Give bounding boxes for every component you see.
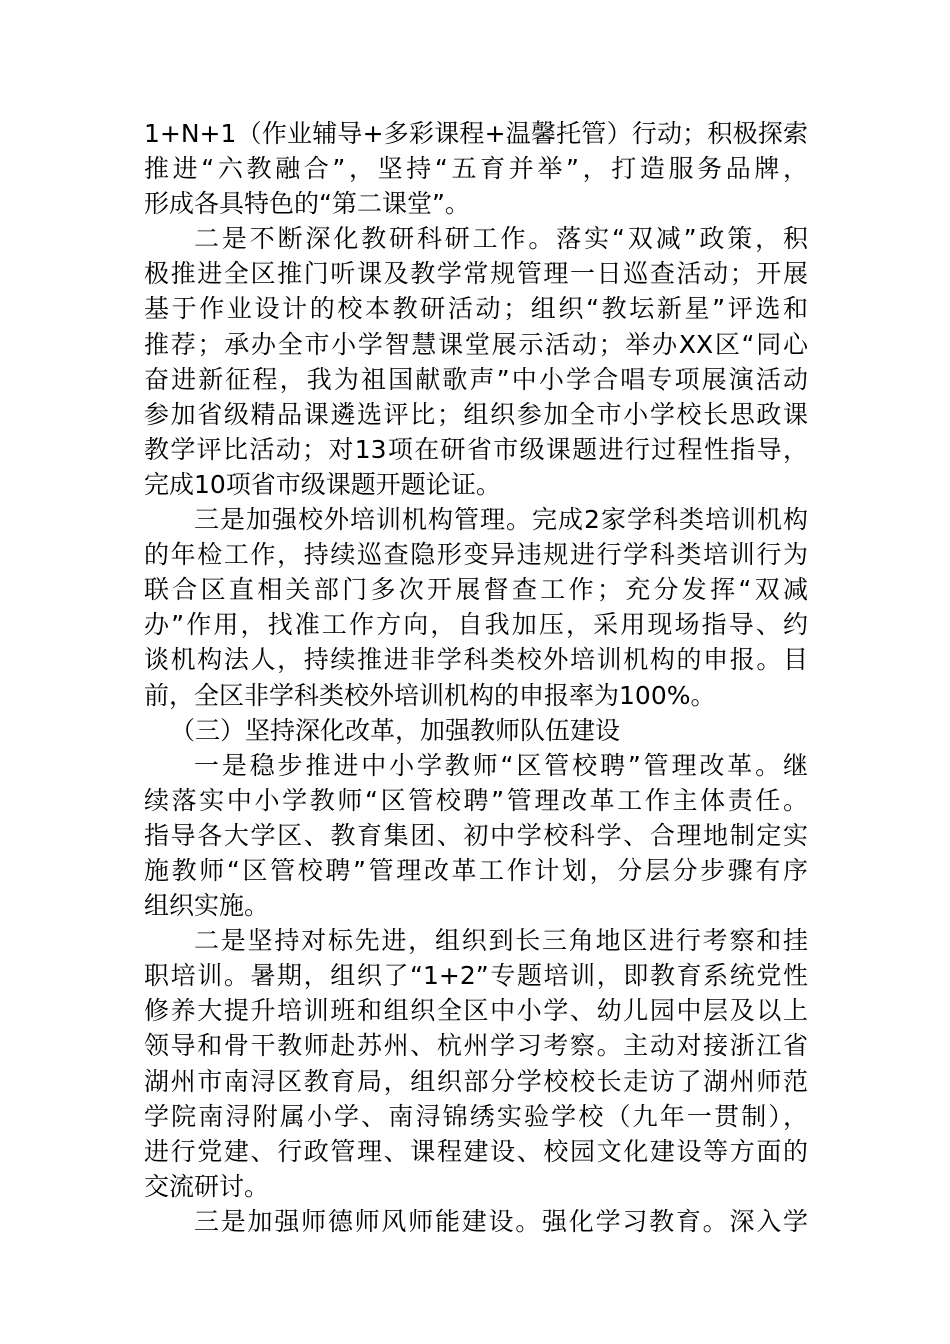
text-line: 进行党建、行政管理、课程建设、校园文化建设等方面的 — [144, 1136, 808, 1166]
text-line: 领导和骨干教师赴苏州、杭州学习考察。主动对接浙江省 — [144, 1031, 808, 1061]
text-line: 联合区直相关部门多次开展督查工作；充分发挥“双减 — [144, 575, 808, 605]
paragraph-start-line: 二是坚持对标先进，组织到长三角地区进行考察和挂 — [194, 926, 808, 956]
paragraph-start-line: 三是加强校外培训机构管理。完成2家学科类培训机构 — [194, 505, 808, 535]
text-line: 施教师“区管校聘”管理改革工作计划，分层分步骤有序 — [144, 855, 808, 885]
text-line: 极推进全区推门听课及教学常规管理一日巡查活动；开展 — [144, 259, 808, 289]
text-line: 湖州市南浔区教育局，组织部分学校校长走访了湖州师范 — [144, 1066, 808, 1096]
text-line: 办”作用，找准工作方向，自我加压，采用现场指导、约 — [144, 610, 808, 640]
text-line: 前，全区非学科类校外培训机构的申报率为100%。 — [144, 680, 716, 710]
text-line: 基于作业设计的校本教研活动；组织“教坛新星”评选和 — [144, 294, 808, 324]
paragraph-start-line: 三是加强师德师风师能建设。强化学习教育。深入学 — [194, 1206, 808, 1236]
text-line: 教学评比活动；对13项在研省市级课题进行过程性指导， — [144, 434, 808, 464]
paragraph-start-line: 二是不断深化教研科研工作。落实“双减”政策，积 — [194, 224, 808, 254]
text-line: 推荐；承办全市小学智慧课堂展示活动；举办XX区“同心 — [144, 329, 808, 359]
text-line: 组织实施。 — [144, 891, 270, 921]
text-line: 学院南浔附属小学、南浔锦绣实验学校（九年一贯制）， — [144, 1101, 808, 1131]
text-line: 修养大提升培训班和组织全区中小学、幼儿园中层及以上 — [144, 996, 808, 1026]
text-line: 的年检工作，持续巡查隐形变异违规进行学科类培训行为 — [144, 540, 808, 570]
text-line: 谈机构法人，持续推进非学科类校外培训机构的申报。目 — [144, 645, 808, 675]
text-line: 交流研讨。 — [144, 1171, 270, 1201]
section-heading: （三）坚持深化改革，加强教师队伍建设 — [170, 715, 621, 745]
text-line: 完成10项省市级课题开题论证。 — [144, 469, 501, 499]
text-line: 参加省级精品课遴选评比；组织参加全市小学校长思政课 — [144, 399, 808, 429]
text-line: 职培训。暑期，组织了“1+2”专题培训，即教育系统党性 — [144, 961, 808, 991]
text-line: 续落实中小学教师“区管校聘”管理改革工作主体责任。 — [144, 785, 808, 815]
text-line: 奋进新征程，我为祖国献歌声”中小学合唱专项展演活动 — [144, 364, 808, 394]
text-line: 形成各具特色的“第二课堂”。 — [144, 189, 470, 219]
text-line: 推进“六教融合”，坚持“五育并举”，打造服务品牌， — [144, 154, 808, 184]
body-text — [144, 116, 808, 1239]
text-line: 1+N+1（作业辅导+多彩课程+温馨托管）行动；积极探索 — [144, 119, 808, 148]
paragraph-start-line: 一是稳步推进中小学教师“区管校聘”管理改革。继 — [194, 750, 808, 780]
text-line: 指导各大学区、教育集团、初中学校科学、合理地制定实 — [144, 820, 808, 850]
